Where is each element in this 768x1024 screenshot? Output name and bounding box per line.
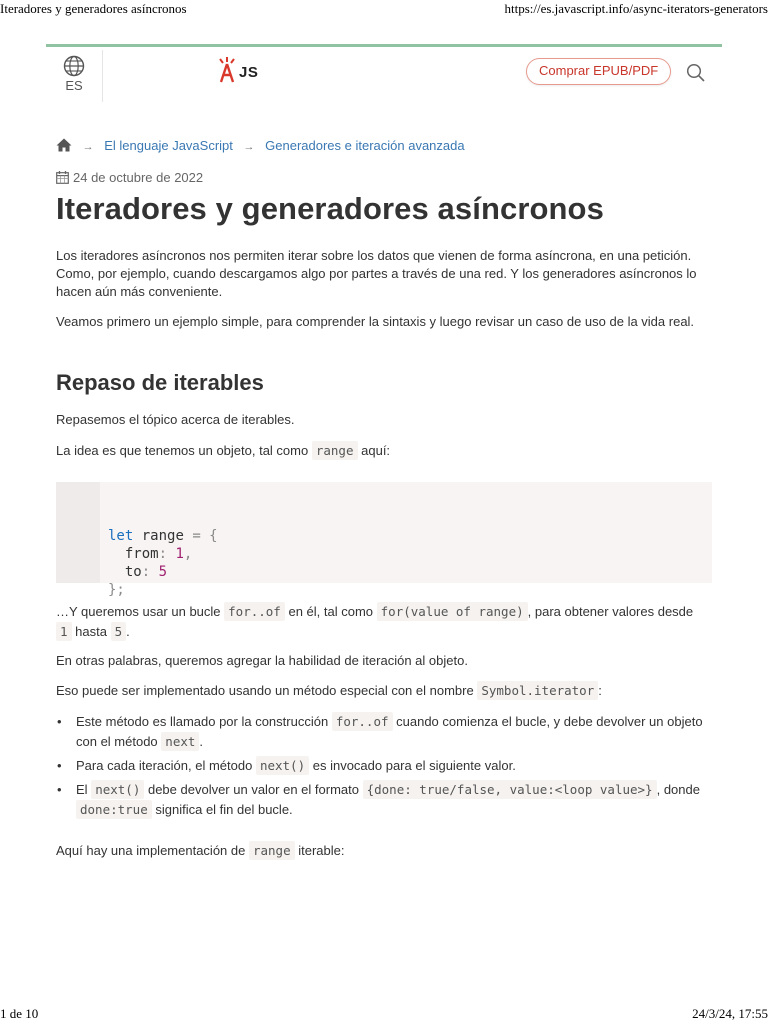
paragraph: Aquí hay una implementación de range iterable:: [56, 843, 345, 858]
breadcrumb: [56, 138, 465, 153]
code-line: let range = {: [108, 528, 218, 544]
print-title: Iteradores y generadores asíncronos: [0, 1, 187, 16]
paragraph: En otras palabras, queremos agregar la habilidad de iteración al objeto.: [56, 653, 468, 668]
breadcrumb-arrow: →: [243, 141, 255, 153]
calendar-icon: [56, 171, 69, 184]
inline-code: next(): [91, 780, 144, 799]
intro-paragraph: Los iteradores asíncronos nos permiten iterar sobre los datos que vienen de forma asíncrona, en una petición. Como, por ejemplo, cuando descargamos algo por partes a través de una red. Y los generadores asíncronos lo hacen aún más conveniente.: [56, 248, 697, 299]
section-heading: Repaso de iterables: [56, 370, 264, 395]
inline-code: Symbol.iterator: [477, 681, 598, 700]
intro-paragraph: Veamos primero un ejemplo simple, para comprender la sintaxis y luego revisar un caso de uso de la vida real.: [56, 314, 695, 329]
bullet-list: [56, 712, 712, 820]
code-line: to: 5: [108, 564, 168, 580]
home-icon[interactable]: [56, 138, 72, 152]
inline-code: 1: [56, 622, 72, 641]
publish-date: [56, 170, 203, 185]
print-datetime: 24/3/24, 17:55: [692, 1006, 768, 1021]
inline-code: 5: [111, 622, 127, 641]
javascript-info-logo-icon[interactable]: [216, 55, 238, 85]
paragraph: Repasemos el tópico acerca de iterables.: [56, 412, 295, 427]
code-line: };: [108, 582, 125, 598]
inline-code: for(value of range): [377, 602, 528, 621]
paragraph: …Y queremos usar un bucle for..of en él, tal como for(value of range) , para obtener valores desde 1 hasta 5 .: [56, 604, 694, 639]
breadcrumb-arrow: →: [82, 141, 94, 153]
inline-code: for..of: [332, 712, 393, 731]
paragraph: Eso puede ser implementado usando un método especial con el nombre Symbol.iterator :: [56, 683, 602, 698]
code-block: [56, 482, 712, 598]
breadcrumb-link-lenguaje[interactable]: El lenguaje JavaScript: [104, 138, 233, 153]
inline-code: next(): [256, 756, 309, 775]
date-text: 24 de octubre de 2022: [73, 170, 204, 185]
page-counter: 1 de 10: [0, 1006, 39, 1021]
language-code: ES: [65, 78, 83, 93]
breadcrumb-link-generadores[interactable]: Generadores e iteración avanzada: [265, 138, 465, 153]
inline-code: done:true: [76, 800, 152, 819]
code-line: from: 1,: [108, 546, 193, 562]
site-topbar: [46, 44, 722, 101]
inline-code: next: [161, 732, 199, 751]
list-item: • El next() debe devolver un valor en el formato {done: true/false, value:<loop value>} , donde done:true significa el fin del bucle.: [56, 780, 712, 820]
language-switcher[interactable]: [46, 50, 103, 102]
inline-code: for..of: [224, 602, 285, 621]
logo-text: JS: [239, 64, 259, 81]
inline-code: range: [312, 441, 358, 460]
list-item: • Para cada iteración, el método next() es invocado para el siguiente valor.: [56, 756, 712, 776]
print-header: [0, 0, 768, 18]
print-footer: [0, 1006, 768, 1024]
print-url: https://es.javascript.info/async-iterators-generators: [504, 1, 768, 16]
page-title: Iteradores y generadores asíncronos: [56, 191, 604, 226]
inline-code: {done: true/false, value:<loop value>}: [363, 780, 657, 799]
list-item: • Este método es llamado por la construcción for..of cuando comienza el bucle, y debe devolver un objeto con el método next .: [56, 712, 712, 752]
paragraph: La idea es que tenemos un objeto, tal como range aquí:: [56, 443, 391, 458]
buy-epub-pdf-button[interactable]: Comprar EPUB/PDF: [526, 58, 671, 85]
globe-icon: [63, 55, 85, 77]
inline-code: range: [249, 841, 295, 860]
search-icon[interactable]: [686, 63, 706, 83]
